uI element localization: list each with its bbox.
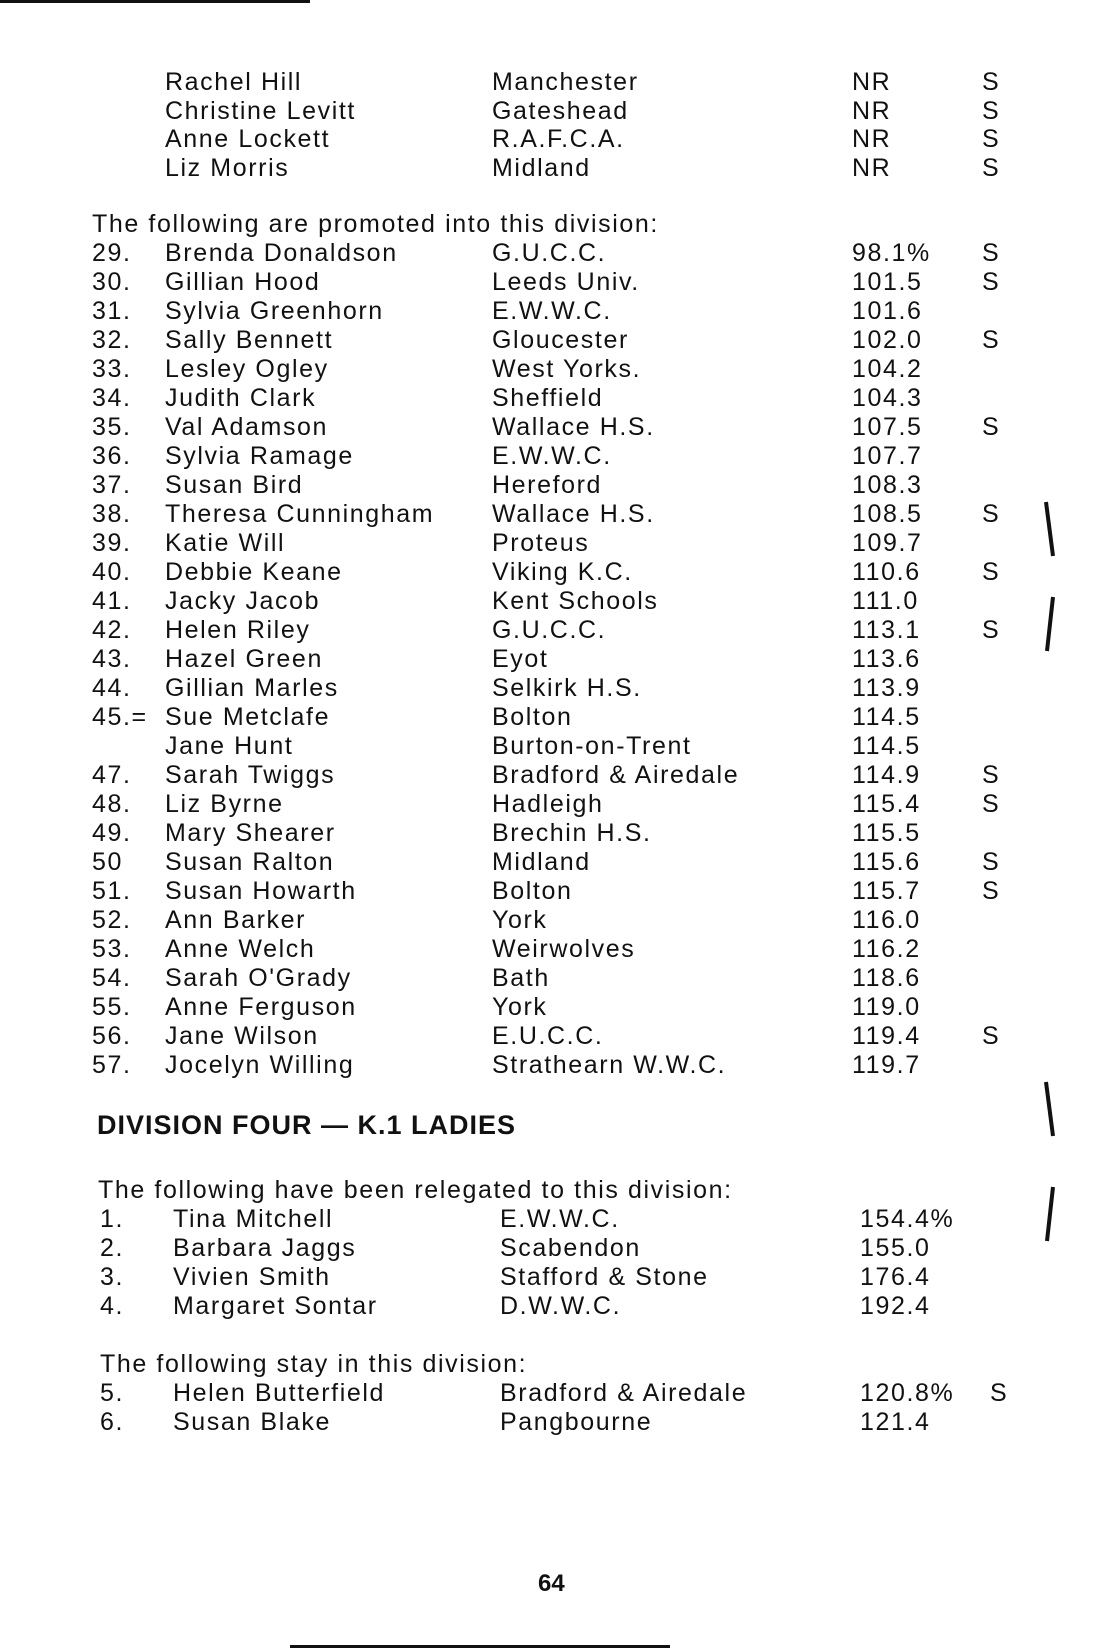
competitor-name: Sylvia Greenhorn bbox=[165, 297, 384, 325]
flag-marker: S bbox=[982, 326, 1001, 354]
competitor-name: Sally Bennett bbox=[165, 326, 334, 354]
score-value: 115.4 bbox=[852, 790, 921, 818]
score-value: 119.0 bbox=[852, 993, 921, 1021]
result-row bbox=[0, 935, 1119, 964]
score-value: 119.7 bbox=[852, 1051, 921, 1079]
margin-tick-mark bbox=[1040, 1080, 1060, 1140]
rank-number: 33. bbox=[92, 355, 132, 383]
flag-marker: S bbox=[982, 268, 1001, 296]
result-row bbox=[0, 645, 1119, 674]
club-name: Bath bbox=[492, 964, 550, 992]
result-row bbox=[0, 1051, 1119, 1080]
relegated-intro-text: The following have been relegated to this division: bbox=[98, 1176, 733, 1204]
competitor-name: Gillian Marles bbox=[165, 674, 339, 702]
result-row bbox=[0, 239, 1119, 268]
result-row bbox=[0, 1292, 1119, 1321]
competitor-name: Jane Wilson bbox=[165, 1022, 319, 1050]
rank-number: 55. bbox=[92, 993, 132, 1021]
competitor-name: Sue Metclafe bbox=[165, 703, 331, 731]
competitor-name: Sarah O'Grady bbox=[165, 964, 352, 992]
score-value: 111.0 bbox=[852, 587, 919, 615]
score-value: 107.5 bbox=[852, 413, 923, 441]
rank-number: 51. bbox=[92, 877, 132, 905]
rank-number: 34. bbox=[92, 384, 132, 412]
result-row bbox=[0, 1263, 1119, 1292]
competitor-name: Susan Howarth bbox=[165, 877, 357, 905]
score-value: NR bbox=[852, 153, 892, 182]
competitor-name: Jocelyn Willing bbox=[165, 1051, 355, 1079]
competitor-name: Sarah Twiggs bbox=[165, 761, 336, 789]
rank-number: 3. bbox=[100, 1263, 125, 1291]
flag-marker: S bbox=[982, 616, 1001, 644]
competitor-name: Susan Ralton bbox=[165, 848, 335, 876]
margin-tick-mark bbox=[1040, 500, 1060, 560]
promoted-intro-line bbox=[0, 210, 1119, 239]
flag-marker: S bbox=[982, 790, 1001, 818]
margin-tick-mark bbox=[1040, 595, 1060, 655]
competitor-name: Susan Bird bbox=[165, 471, 304, 499]
club-name: Scabendon bbox=[500, 1234, 641, 1262]
club-name: E.W.W.C. bbox=[492, 442, 612, 470]
margin-tick-mark bbox=[1040, 1185, 1060, 1245]
club-name: Burton-on-Trent bbox=[492, 732, 692, 760]
result-row bbox=[0, 268, 1119, 297]
rank-number: 45.= bbox=[92, 703, 148, 731]
competitor-name: Liz Byrne bbox=[165, 790, 284, 818]
flag-marker: S bbox=[982, 877, 1001, 905]
rank-number: 5. bbox=[100, 1379, 125, 1407]
page-number: 64 bbox=[538, 1570, 565, 1597]
competitor-name: Val Adamson bbox=[165, 413, 329, 441]
flag-marker: S bbox=[982, 1022, 1001, 1050]
score-value: 115.6 bbox=[852, 848, 921, 876]
score-value: 119.4 bbox=[852, 1022, 921, 1050]
competitor-name: Anne Lockett bbox=[165, 125, 331, 153]
rank-number: 53. bbox=[92, 935, 132, 963]
score-value: 98.1% bbox=[852, 239, 931, 267]
score-value: 154.4% bbox=[860, 1205, 955, 1233]
score-value: 104.2 bbox=[852, 355, 923, 383]
competitor-name: Mary Shearer bbox=[165, 819, 336, 847]
score-value: 102.0 bbox=[852, 326, 923, 354]
competitor-name: Anne Welch bbox=[165, 935, 316, 963]
result-row bbox=[0, 442, 1119, 471]
result-row bbox=[0, 1205, 1119, 1234]
rank-number: 44. bbox=[92, 674, 132, 702]
flag-marker: S bbox=[982, 500, 1001, 528]
result-row bbox=[0, 384, 1119, 413]
rank-number: 37. bbox=[92, 471, 132, 499]
result-row bbox=[0, 413, 1119, 442]
rank-number: 57. bbox=[92, 1051, 132, 1079]
result-row bbox=[0, 964, 1119, 993]
rank-number: 43. bbox=[92, 645, 132, 673]
score-value: 121.4 bbox=[860, 1408, 931, 1436]
result-row bbox=[0, 616, 1119, 645]
score-value: 113.1 bbox=[852, 616, 921, 644]
club-name: G.U.C.C. bbox=[492, 239, 607, 267]
club-name: Midland bbox=[492, 153, 591, 182]
score-value: 115.7 bbox=[852, 877, 921, 905]
competitor-name: Vivien Smith bbox=[173, 1263, 331, 1291]
stay-intro-line bbox=[0, 1350, 1119, 1379]
club-name: York bbox=[492, 906, 548, 934]
club-name: Bradford & Airedale bbox=[500, 1379, 748, 1407]
result-row bbox=[0, 326, 1119, 355]
score-value: 113.9 bbox=[852, 674, 921, 702]
score-value: 109.7 bbox=[852, 529, 923, 557]
club-name: Manchester bbox=[492, 68, 639, 96]
club-name: G.U.C.C. bbox=[492, 616, 607, 644]
score-value: 116.2 bbox=[852, 935, 921, 963]
club-name: Proteus bbox=[492, 529, 590, 557]
club-name: Bradford & Airedale bbox=[492, 761, 740, 789]
result-row bbox=[0, 1379, 1119, 1408]
flag-marker: S bbox=[982, 125, 1001, 153]
rank-number: 1. bbox=[100, 1205, 125, 1233]
club-name: Weirwolves bbox=[492, 935, 636, 963]
result-row bbox=[0, 732, 1119, 761]
flag-marker: S bbox=[990, 1379, 1009, 1407]
club-name: Wallace H.S. bbox=[492, 413, 655, 441]
rank-number: 38. bbox=[92, 500, 132, 528]
club-name: Eyot bbox=[492, 645, 549, 673]
competitor-name: Susan Blake bbox=[173, 1408, 331, 1436]
result-row bbox=[0, 68, 1119, 97]
competitor-name: Barbara Jaggs bbox=[173, 1234, 357, 1262]
competitor-name: Katie Will bbox=[165, 529, 286, 557]
club-name: D.W.W.C. bbox=[500, 1292, 622, 1320]
flag-marker: S bbox=[982, 848, 1001, 876]
score-value: 113.6 bbox=[852, 645, 921, 673]
competitor-name: Jacky Jacob bbox=[165, 587, 321, 615]
score-value: 155.0 bbox=[860, 1234, 931, 1262]
competitor-name: Gillian Hood bbox=[165, 268, 321, 296]
rank-number: 36. bbox=[92, 442, 132, 470]
flag-marker: S bbox=[982, 153, 1001, 182]
result-row bbox=[0, 355, 1119, 384]
club-name: York bbox=[492, 993, 548, 1021]
rank-number: 32. bbox=[92, 326, 132, 354]
competitor-name: Rachel Hill bbox=[165, 68, 303, 96]
competitor-name: Christine Levitt bbox=[165, 96, 356, 125]
competitor-name: Anne Ferguson bbox=[165, 993, 357, 1021]
top-rule bbox=[0, 0, 310, 3]
result-row bbox=[0, 877, 1119, 906]
rank-number: 39. bbox=[92, 529, 132, 557]
result-row bbox=[0, 154, 1119, 183]
result-row bbox=[0, 529, 1119, 558]
competitor-name: Hazel Green bbox=[165, 645, 323, 673]
club-name: Viking K.C. bbox=[492, 558, 633, 586]
result-row bbox=[0, 1234, 1119, 1263]
rank-number: 41. bbox=[92, 587, 132, 615]
score-value: 101.6 bbox=[852, 297, 923, 325]
rank-number: 2. bbox=[100, 1234, 125, 1262]
score-value: 116.0 bbox=[852, 906, 921, 934]
competitor-name: Jane Hunt bbox=[165, 732, 294, 760]
competitor-name: Helen Riley bbox=[165, 616, 311, 644]
rank-number: 6. bbox=[100, 1408, 125, 1436]
result-row bbox=[0, 471, 1119, 500]
club-name: Gloucester bbox=[492, 326, 629, 354]
result-row bbox=[0, 761, 1119, 790]
rank-number: 35. bbox=[92, 413, 132, 441]
result-row bbox=[0, 500, 1119, 529]
relegated-intro-line bbox=[0, 1176, 1119, 1205]
club-name: Pangbourne bbox=[500, 1408, 653, 1436]
club-name: Sheffield bbox=[492, 384, 604, 412]
competitor-name: Tina Mitchell bbox=[173, 1205, 334, 1233]
rank-number: 49. bbox=[92, 819, 132, 847]
rank-number: 50 bbox=[92, 848, 124, 876]
club-name: Strathearn W.W.C. bbox=[492, 1051, 727, 1079]
rank-number: 40. bbox=[92, 558, 132, 586]
club-name: E.W.W.C. bbox=[500, 1205, 620, 1233]
score-value: 118.6 bbox=[852, 964, 921, 992]
competitor-name: Helen Butterfield bbox=[173, 1379, 386, 1407]
result-row bbox=[0, 125, 1119, 154]
flag-marker: S bbox=[982, 761, 1001, 789]
club-name: Selkirk H.S. bbox=[492, 674, 642, 702]
rank-number: 56. bbox=[92, 1022, 132, 1050]
club-name: E.U.C.C. bbox=[492, 1022, 604, 1050]
rank-number: 31. bbox=[92, 297, 132, 325]
result-row bbox=[0, 993, 1119, 1022]
rank-number: 54. bbox=[92, 964, 132, 992]
club-name: Hereford bbox=[492, 471, 603, 499]
club-name: West Yorks. bbox=[492, 355, 642, 383]
score-value: 115.5 bbox=[852, 819, 921, 847]
rank-number: 47. bbox=[92, 761, 132, 789]
promoted-intro-text: The following are promoted into this division: bbox=[92, 210, 659, 238]
flag-marker: S bbox=[982, 239, 1001, 267]
rank-number: 48. bbox=[92, 790, 132, 818]
score-value: 120.8% bbox=[860, 1379, 955, 1407]
competitor-name: Brenda Donaldson bbox=[165, 239, 398, 267]
result-row bbox=[0, 674, 1119, 703]
rank-number: 30. bbox=[92, 268, 132, 296]
result-row bbox=[0, 819, 1119, 848]
stay-intro-text: The following stay in this division: bbox=[100, 1350, 528, 1378]
flag-marker: S bbox=[982, 68, 1001, 96]
competitor-name: Ann Barker bbox=[165, 906, 307, 934]
score-value: 114.9 bbox=[852, 761, 921, 789]
club-name: Bolton bbox=[492, 703, 573, 731]
score-value: 108.5 bbox=[852, 500, 923, 528]
score-value: 101.5 bbox=[852, 268, 923, 296]
club-name: Brechin H.S. bbox=[492, 819, 652, 847]
result-row bbox=[0, 790, 1119, 819]
score-value: 108.3 bbox=[852, 471, 923, 499]
score-value: 104.3 bbox=[852, 384, 923, 412]
score-value: 114.5 bbox=[852, 732, 921, 760]
competitor-name: Lesley Ogley bbox=[165, 355, 329, 383]
result-row bbox=[0, 1408, 1119, 1437]
score-value: 110.6 bbox=[852, 558, 921, 586]
competitor-name: Judith Clark bbox=[165, 384, 317, 412]
club-name: Kent Schools bbox=[492, 587, 659, 615]
club-name: Midland bbox=[492, 848, 591, 876]
flag-marker: S bbox=[982, 413, 1001, 441]
club-name: Bolton bbox=[492, 877, 573, 905]
result-row bbox=[0, 297, 1119, 326]
rank-number: 29. bbox=[92, 239, 132, 267]
club-name: R.A.F.C.A. bbox=[492, 125, 625, 153]
competitor-name: Theresa Cunningham bbox=[165, 500, 435, 528]
result-row bbox=[0, 703, 1119, 732]
score-value: 192.4 bbox=[860, 1292, 931, 1320]
score-value: NR bbox=[852, 96, 892, 125]
club-name: Gateshead bbox=[492, 96, 629, 125]
club-name: Wallace H.S. bbox=[492, 500, 655, 528]
flag-marker: S bbox=[982, 558, 1001, 586]
result-row bbox=[0, 558, 1119, 587]
competitor-name: Sylvia Ramage bbox=[165, 442, 354, 470]
result-row bbox=[0, 1022, 1119, 1051]
competitor-name: Debbie Keane bbox=[165, 558, 343, 586]
division-heading: DIVISION FOUR — K.1 LADIES bbox=[97, 1110, 517, 1140]
club-name: E.W.W.C. bbox=[492, 297, 612, 325]
score-value: 114.5 bbox=[852, 703, 921, 731]
club-name: Leeds Univ. bbox=[492, 268, 640, 296]
score-value: 176.4 bbox=[860, 1263, 931, 1291]
club-name: Hadleigh bbox=[492, 790, 604, 818]
score-value: 107.7 bbox=[852, 442, 923, 470]
score-value: NR bbox=[852, 68, 892, 96]
result-row bbox=[0, 587, 1119, 616]
result-row bbox=[0, 97, 1119, 126]
rank-number: 42. bbox=[92, 616, 132, 644]
rank-number: 52. bbox=[92, 906, 132, 934]
competitor-name: Liz Morris bbox=[165, 153, 290, 182]
result-row bbox=[0, 848, 1119, 877]
score-value: NR bbox=[852, 125, 892, 153]
competitor-name: Margaret Sontar bbox=[173, 1292, 378, 1320]
rank-number: 4. bbox=[100, 1292, 125, 1320]
club-name: Stafford & Stone bbox=[500, 1263, 709, 1291]
result-row bbox=[0, 906, 1119, 935]
flag-marker: S bbox=[982, 96, 1001, 125]
